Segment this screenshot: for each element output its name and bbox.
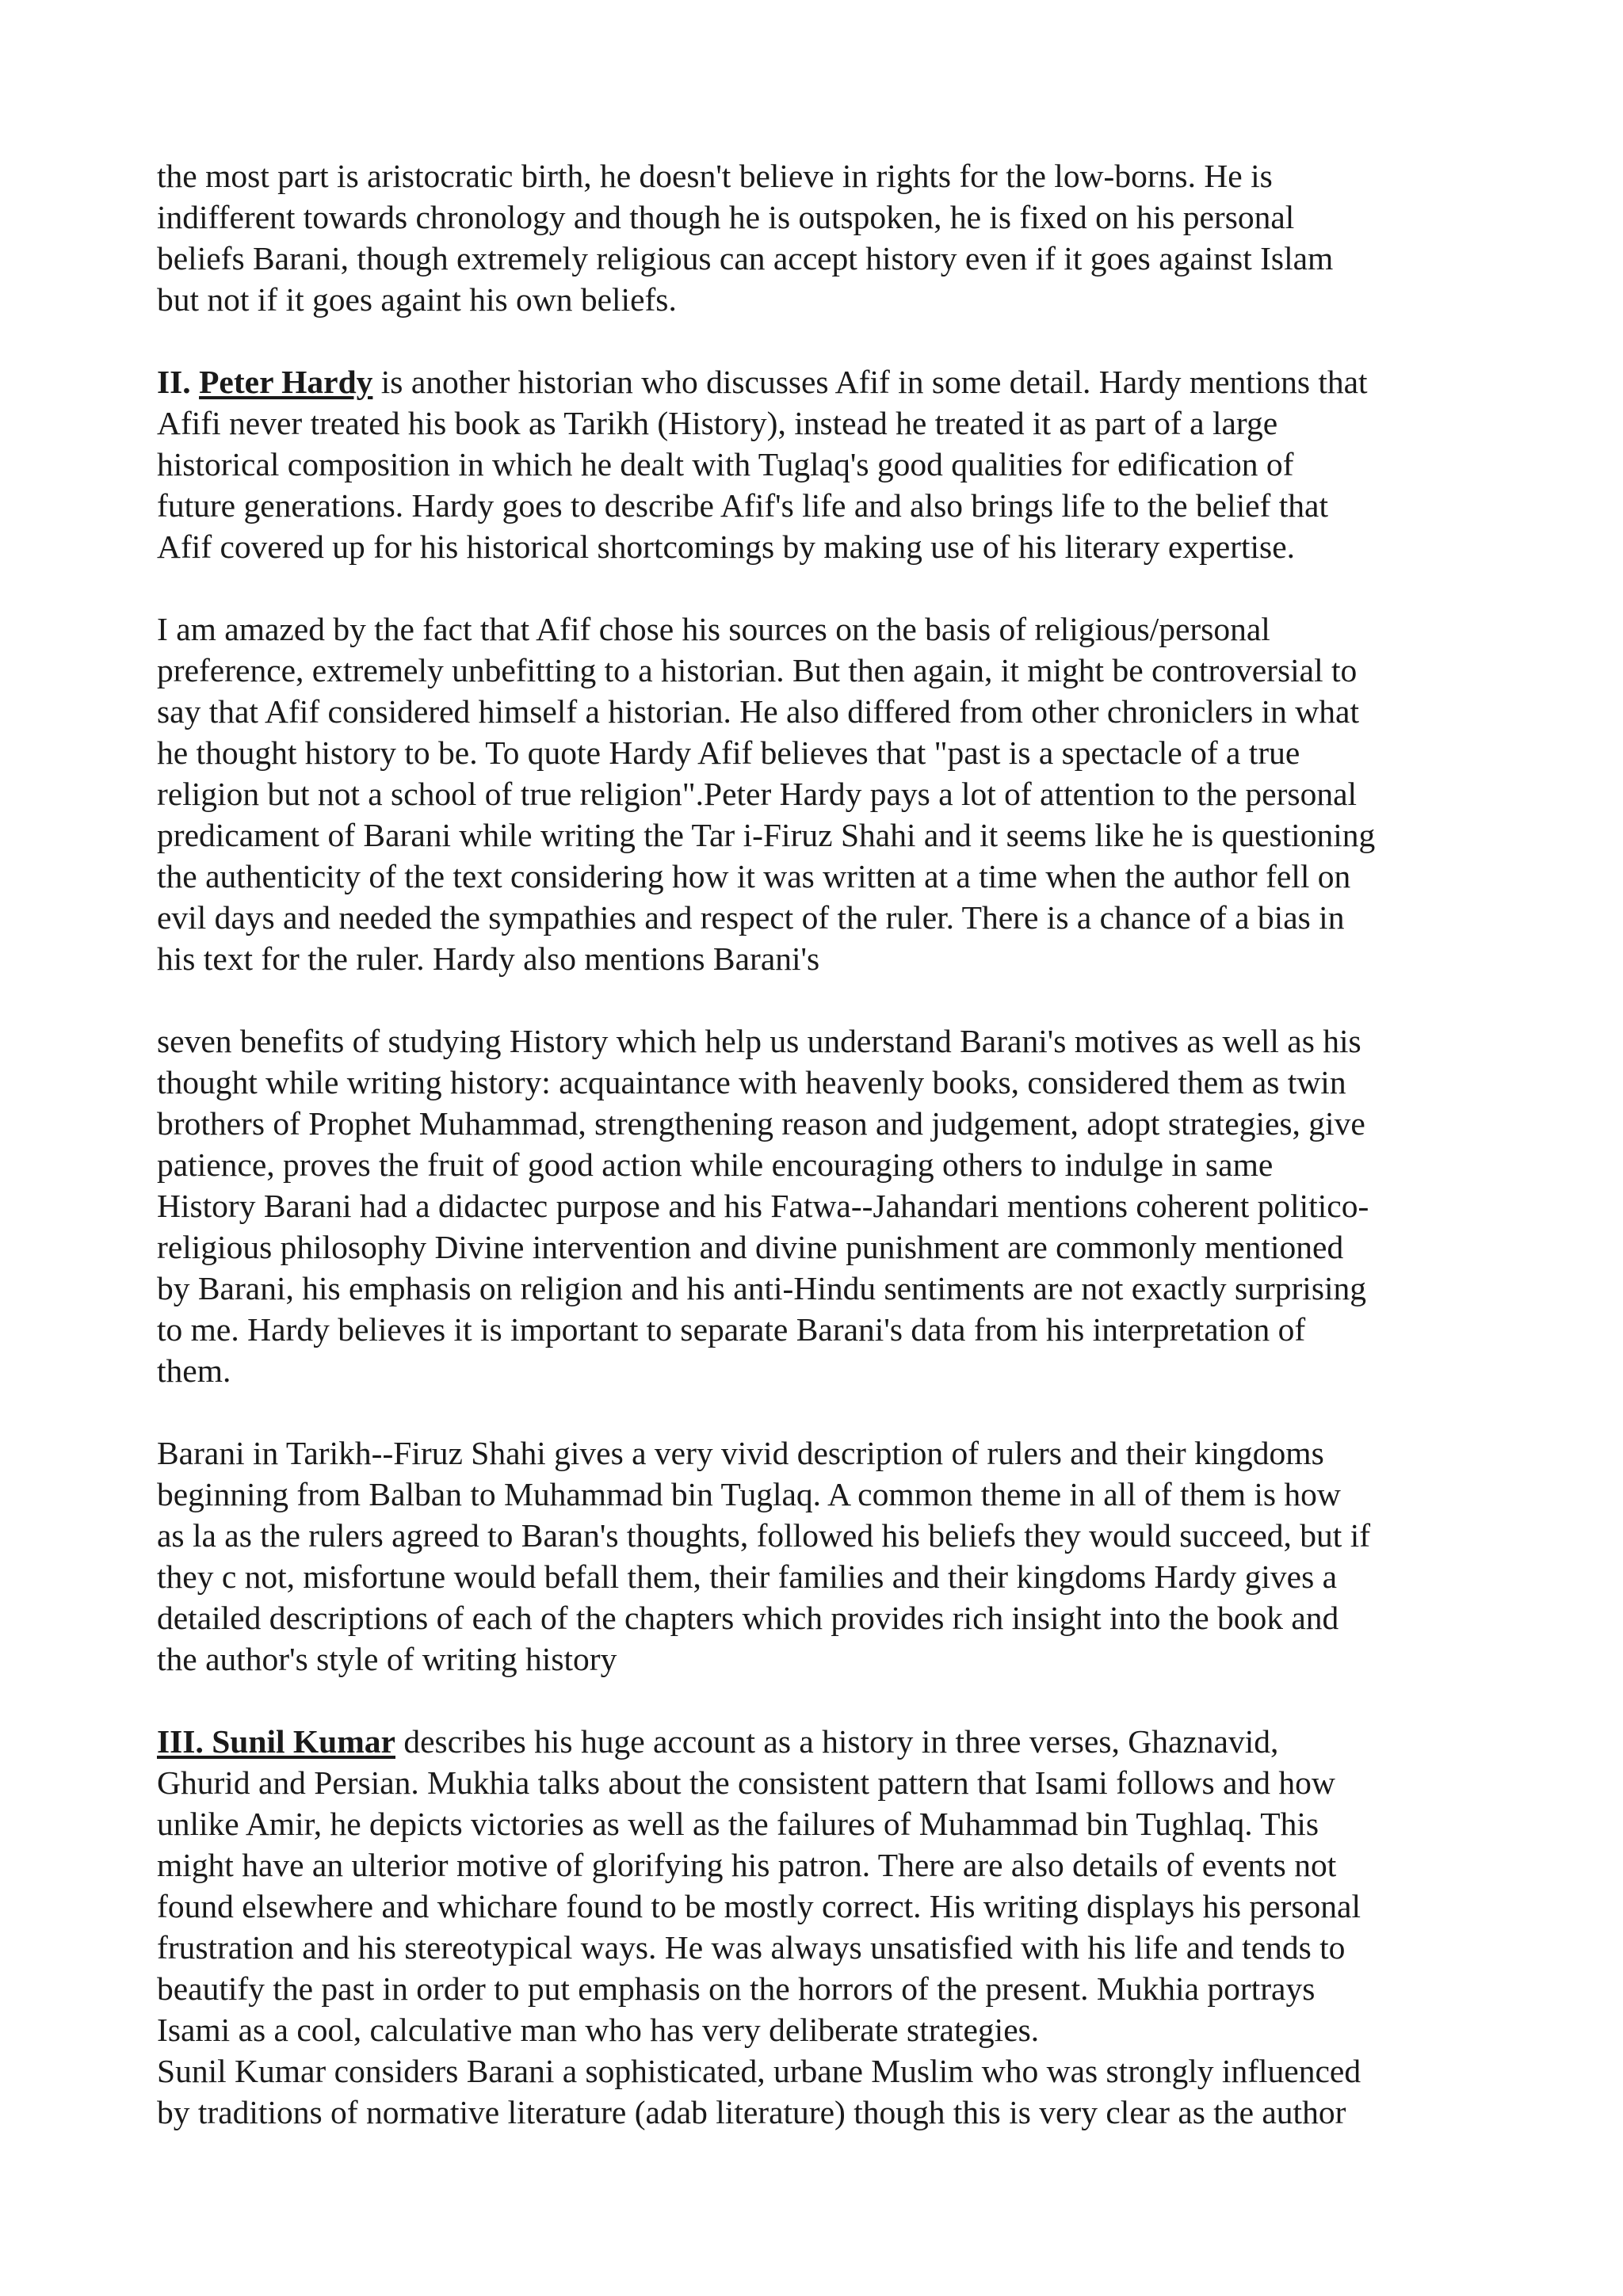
text-line [157,361,1488,402]
text-line: History Barani had a didactec purpose and his Fatwa--Jahandari mentions coherent politico- [157,1188,1369,1224]
text-line: seven benefits of studying History which help us understand Barani's motives as well as his [157,1023,1361,1059]
text-line: religious philosophy Divine intervention and divine punishment are commonly mentioned [157,1229,1344,1265]
text-line: beautify the past in order to put emphasis on the horrors of the present. Mukhia portrays [157,1970,1316,2007]
text-line: might have an ulterior motive of glorifying his patron. There are also details of events not [157,1847,1337,1883]
section-heading-sunil-kumar: III. Sunil Kumar [157,1723,395,1760]
text-line: Afif covered up for his historical shortcomings by making use of his literary expertise. [157,528,1296,565]
text-line: frustration and his stereotypical ways. He was always unsatisfied with his life and tends to [157,1929,1346,1966]
text-line: evil days and needed the sympathies and respect of the ruler. There is a chance of a bias in [157,899,1345,936]
text-line [157,1721,1488,1762]
text-line: to me. Hardy believes it is important to separate Barani's data from his interpretation of [157,1311,1306,1348]
text-line: indifferent towards chronology and though he is outspoken, he is fixed on his personal [157,199,1295,235]
paragraph-seven-benefits [157,1020,1488,1391]
paragraph-tarikh-firuz-shahi [157,1432,1488,1680]
text-line: they c not, misfortune would befall them, their families and their kingdoms Hardy gives a [157,1558,1338,1595]
text-line: thought while writing history: acquaintance with heavenly books, considered them as twin [157,1064,1346,1100]
text-line: Isami as a cool, calculative man who has very deliberate strategies. [157,2012,1040,2048]
text-line: the most part is aristocratic birth, he doesn't believe in rights for the low-borns. He is [157,158,1273,194]
text-line: but not if it goes againt his own beliefs. [157,281,677,318]
paragraph-afif-sources [157,608,1488,979]
text-line: I am amazed by the fact that Afif chose his sources on the basis of religious/personal [157,611,1270,647]
document-body [157,155,1488,2133]
text-line: the authenticity of the text considering how it was written at a time when the author fell on [157,858,1351,894]
text-line: found elsewhere and whichare found to be mostly correct. His writing displays his personal [157,1888,1361,1924]
text-line: them. [157,1352,231,1389]
text-fragment: describes his huge account as a history in three verses, Ghaznavid, [395,1723,1279,1760]
paragraph-barani-beliefs [157,155,1488,320]
text-line: by Barani, his emphasis on religion and his anti-Hindu sentiments are not exactly surprising [157,1270,1366,1306]
text-line: brothers of Prophet Muhammad, strengthening reason and judgement, adopt strategies, give [157,1105,1365,1142]
paragraph-peter-hardy [157,361,1488,567]
text-line: Afifi never treated his book as Tarikh (History), instead he treated it as part of a large [157,405,1278,441]
text-line: religion but not a school of true religion".Peter Hardy pays a lot of attention to the personal [157,776,1358,812]
text-line: the author's style of writing history [157,1641,617,1677]
text-line: say that Afif considered himself a historian. He also differed from other chroniclers in what [157,693,1359,730]
text-line: by traditions of normative literature (adab literature) though this is very clear as the author [157,2094,1346,2130]
text-line: as la as the rulers agreed to Baran's thoughts, followed his beliefs they would succeed, but if [157,1517,1371,1554]
text-line: future generations. Hardy goes to describe Afif's life and also brings life to the belief that [157,487,1328,524]
text-line: unlike Amir, he depicts victories as well as the failures of Muhammad bin Tughlaq. This [157,1806,1319,1842]
text-line: preference, extremely unbefitting to a historian. But then again, it might be controversial to [157,652,1358,688]
text-line: Ghurid and Persian. Mukhia talks about the consistent pattern that Isami follows and how [157,1764,1335,1801]
text-line: Sunil Kumar considers Barani a sophisticated, urbane Muslim who was strongly influenced [157,2053,1361,2089]
text-line: his text for the ruler. Hardy also mentions Barani's [157,940,820,977]
text-fragment: is another historian who discusses Afif in some detail. Hardy mentions that [372,364,1368,400]
text-line: predicament of Barani while writing the Tar i-Firuz Shahi and it seems like he is questioning [157,817,1376,853]
text-line: detailed descriptions of each of the chapters which provides rich insight into the book and [157,1600,1339,1636]
text-line: he thought history to be. To quote Hardy Afif believes that "past is a spectacle of a true [157,734,1300,771]
text-line: beliefs Barani, though extremely religious can accept history even if it goes against Islam [157,240,1334,277]
paragraph-sunil-kumar [157,1721,1488,2133]
text-line: historical composition in which he dealt with Tuglaq's good qualities for edification of [157,446,1294,482]
text-line: patience, proves the fruit of good action while encouraging others to indulge in same [157,1146,1274,1183]
text-line: Barani in Tarikh--Firuz Shahi gives a very vivid description of rulers and their kingdoms [157,1435,1324,1471]
section-heading-peter-hardy: Peter Hardy [199,364,373,400]
section-number: II. [157,364,200,400]
text-line: beginning from Balban to Muhammad bin Tuglaq. A common theme in all of them is how [157,1476,1341,1512]
